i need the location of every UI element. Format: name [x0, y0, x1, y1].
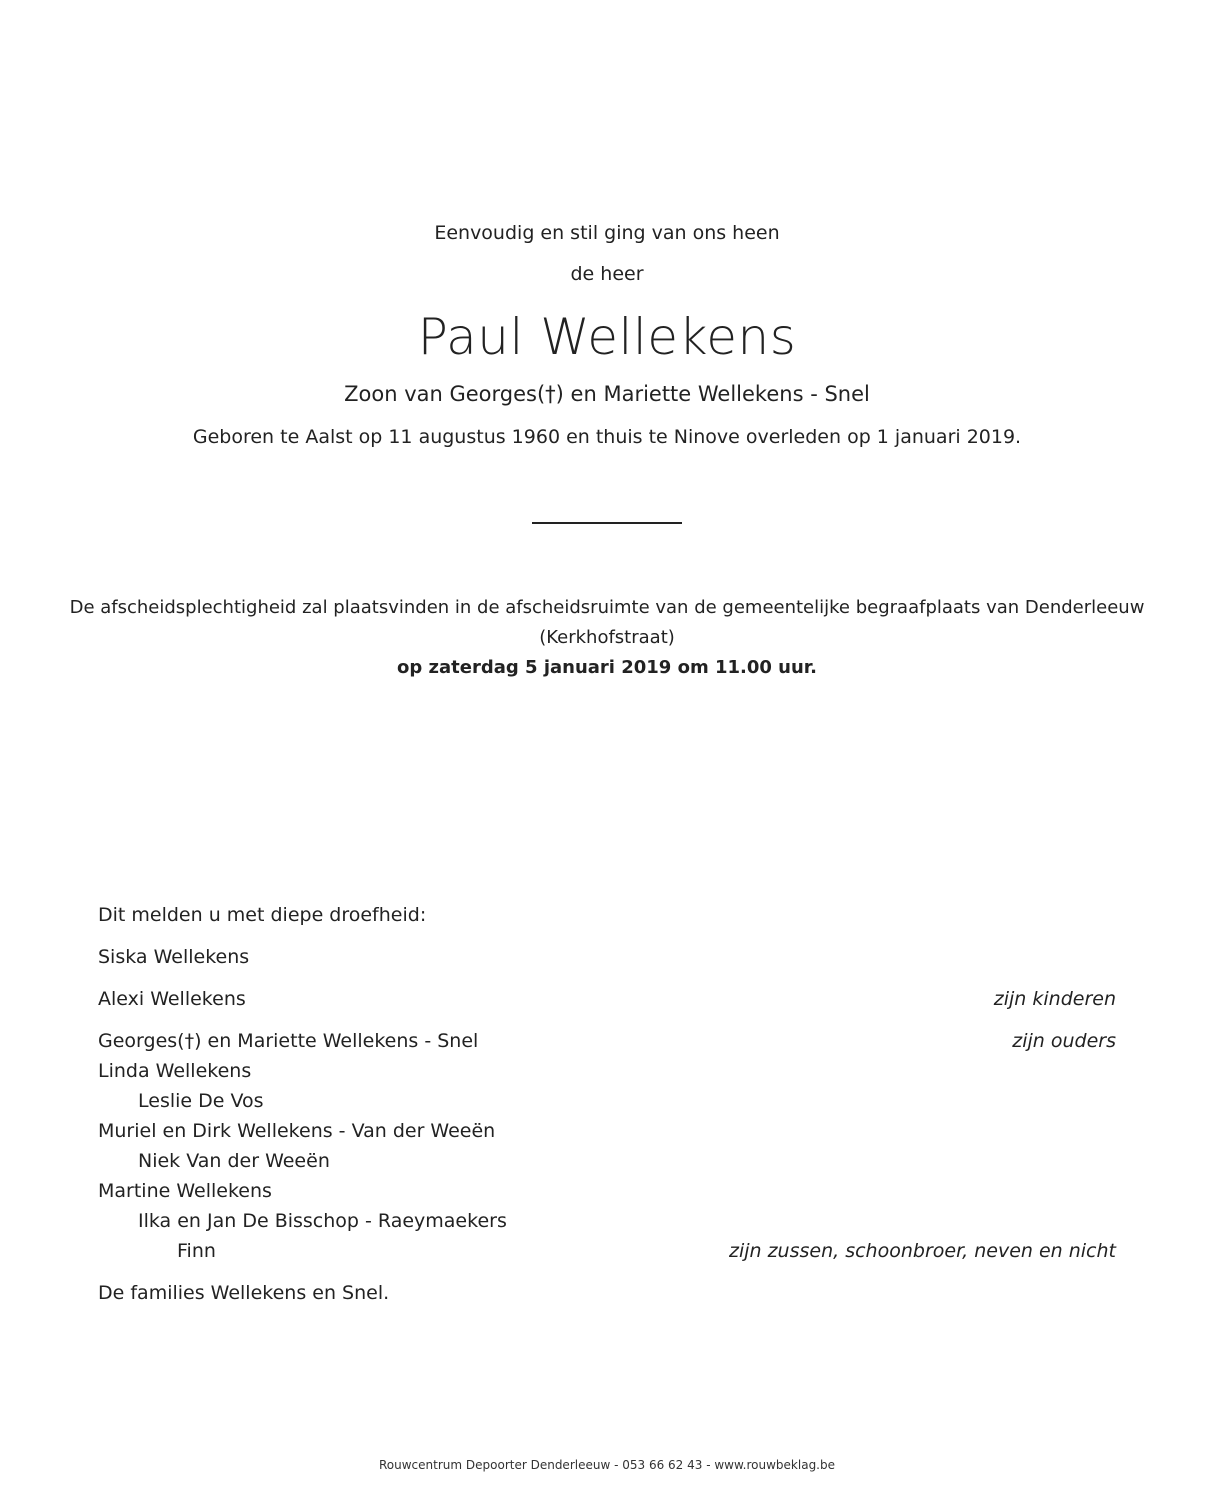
family-row — [98, 1150, 1116, 1178]
intro-text: Eenvoudig en stil ging van ons heen — [434, 222, 780, 244]
ceremony-location: De afscheidsplechtigheid zal plaatsvinden in de afscheidsruimte van de gemeentelijke begraafplaats van Denderleeuw — [69, 597, 1145, 618]
family-relation: zijn kinderen — [993, 988, 1116, 1010]
family-intro-row — [98, 904, 1116, 932]
family-member: Finn — [177, 1240, 216, 1262]
family-relation: zijn zussen, schoonbroer, neven en nicht — [728, 1240, 1116, 1262]
title-text: de heer — [570, 263, 644, 285]
family-row — [98, 1120, 1116, 1148]
birth-death-text: Geboren te Aalst op 11 augustus 1960 en thuis te Ninove overleden op 1 januari 2019. — [192, 426, 1022, 448]
deceased-name: Paul Wellekens — [417, 308, 797, 366]
family-member: Linda Wellekens — [98, 1060, 252, 1082]
family-relation: zijn ouders — [1012, 1030, 1116, 1052]
family-row — [98, 1240, 1116, 1268]
family-row — [98, 988, 1116, 1016]
family-closing: De families Wellekens en Snel. — [98, 1282, 390, 1304]
family-row — [98, 1030, 1116, 1058]
family-row — [98, 946, 1116, 974]
family-list — [98, 0, 1116, 1509]
parents-text: Zoon van Georges(†) en Mariette Wellekens - Snel — [344, 382, 870, 406]
family-row — [98, 1210, 1116, 1238]
family-row — [98, 1180, 1116, 1208]
family-member: Alexi Wellekens — [98, 988, 246, 1010]
family-row — [98, 1090, 1116, 1118]
family-member: Muriel en Dirk Wellekens - Van der Weeën — [98, 1120, 496, 1142]
family-intro: Dit melden u met diepe droefheid: — [98, 904, 427, 926]
family-member: Niek Van der Weeën — [138, 1150, 330, 1172]
family-member: Martine Wellekens — [98, 1180, 272, 1202]
family-closing-row — [98, 1282, 1116, 1310]
ceremony-time: op zaterdag 5 januari 2019 om 11.00 uur. — [397, 657, 817, 678]
family-member: Leslie De Vos — [138, 1090, 264, 1112]
footer-text: Rouwcentrum Depoorter Denderleeuw - 053 66 62 43 - www.rouwbeklag.be — [379, 1458, 835, 1472]
family-member: Siska Wellekens — [98, 946, 250, 968]
family-member: Georges(†) en Mariette Wellekens - Snel — [98, 1030, 479, 1052]
ceremony-street: (Kerkhofstraat) — [539, 627, 675, 648]
family-member: Ilka en Jan De Bisschop - Raeymaekers — [138, 1210, 507, 1232]
family-row — [98, 1060, 1116, 1088]
